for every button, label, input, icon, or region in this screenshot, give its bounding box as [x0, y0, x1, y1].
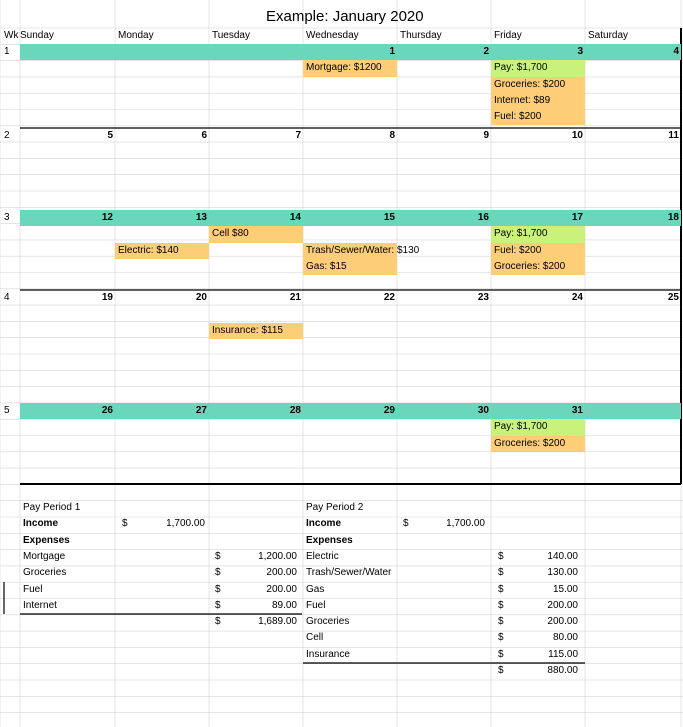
expenses-label: Expenses	[306, 534, 353, 546]
calendar-event: Gas: $15	[303, 259, 397, 275]
week-number: 4	[4, 292, 10, 303]
calendar-event: Electric: $140	[115, 243, 209, 259]
day-header-tuesday: Tuesday	[212, 30, 250, 41]
date-number: 21	[289, 292, 301, 303]
date-number: 28	[289, 405, 301, 416]
day-header-sunday: Sunday	[20, 30, 54, 41]
expense-name: Internet	[23, 599, 57, 611]
pay-period-label: Pay Period 2	[306, 502, 364, 513]
pay-period-label: Pay Period 1	[23, 502, 81, 513]
income-label: Income	[23, 518, 59, 530]
expense-amount: 200.00	[547, 599, 578, 611]
calendar-event: Insurance: $115	[209, 323, 303, 339]
expense-name: Gas	[306, 583, 325, 595]
week-number: 2	[4, 130, 10, 141]
day-header-friday: Friday	[494, 30, 522, 41]
date-number: 14	[289, 212, 301, 223]
expense-amount: 15.00	[552, 583, 578, 595]
expense-amount: 89.00	[271, 599, 297, 611]
expense-amount: 200.00	[266, 583, 297, 595]
currency-symbol: $	[215, 599, 221, 611]
week-number: 5	[4, 405, 10, 416]
date-number: 16	[477, 212, 489, 223]
date-number: 17	[571, 212, 583, 223]
expense-name: Mortgage	[23, 550, 66, 562]
week-column-header: Wk	[4, 30, 19, 41]
expense-amount: 130.00	[547, 567, 578, 579]
currency-symbol: $	[215, 567, 221, 579]
currency-symbol: $	[498, 665, 504, 676]
calendar-event: Cell $80	[209, 226, 303, 242]
calendar-event: Groceries: $200	[491, 77, 585, 93]
calendar-event: Fuel: $200	[491, 109, 585, 125]
expense-name: Fuel	[306, 599, 326, 611]
date-number: 13	[195, 212, 207, 223]
date-number: 24	[571, 292, 583, 303]
calendar-event: Pay: $1,700	[491, 226, 585, 242]
calendar-event: Groceries: $200	[491, 436, 585, 452]
calendar-event: Internet: $89	[491, 93, 585, 109]
currency-symbol: $	[215, 583, 221, 595]
expense-name: Groceries	[23, 567, 67, 579]
expense-name: Insurance	[306, 648, 350, 660]
sheet-title: Example: January 2020	[266, 8, 424, 25]
calendar-event: Fuel: $200	[491, 243, 585, 259]
currency-symbol: $	[498, 550, 504, 562]
date-number: 8	[389, 130, 395, 141]
calendar-event: Groceries: $200	[491, 259, 585, 275]
expense-amount: 115.00	[548, 648, 578, 660]
date-number: 4	[673, 46, 679, 57]
date-number: 20	[195, 292, 207, 303]
date-number: 29	[383, 405, 395, 416]
calendar-event: Pay: $1,700	[491, 419, 585, 435]
date-number: 11	[668, 130, 679, 141]
currency-symbol: $	[498, 632, 504, 644]
currency-symbol: $	[122, 518, 128, 530]
expense-amount: 1,689.00	[258, 616, 297, 628]
expense-name: Groceries	[306, 616, 350, 628]
expense-amount: 200.00	[266, 567, 297, 579]
date-number: 1	[389, 46, 395, 57]
expenses-label: Expenses	[23, 534, 70, 546]
expense-amount: 1,200.00	[258, 550, 297, 562]
date-number: 7	[295, 130, 301, 141]
date-number: 2	[483, 46, 489, 57]
date-number: 6	[201, 130, 207, 141]
day-header-monday: Monday	[118, 30, 154, 41]
expense-amount: 80.00	[552, 632, 578, 644]
currency-symbol: $	[403, 518, 409, 530]
currency-symbol: $	[215, 550, 221, 562]
currency-symbol: $	[215, 616, 221, 628]
date-number: 27	[195, 405, 207, 416]
expense-amount: 880.00	[547, 665, 578, 676]
income-label: Income	[306, 518, 342, 530]
expense-amount: 140.00	[547, 550, 578, 562]
income-amount: 1,700.00	[446, 518, 485, 530]
expense-name: Cell	[306, 632, 324, 644]
date-number: 30	[477, 405, 489, 416]
income-amount: 1,700.00	[166, 518, 205, 530]
calendar-event: Mortgage: $1200	[303, 60, 397, 76]
currency-symbol: $	[498, 616, 504, 628]
date-number: 12	[101, 212, 113, 223]
date-number: 23	[477, 292, 489, 303]
expense-name: Fuel	[23, 583, 43, 595]
currency-symbol: $	[498, 648, 504, 660]
date-number: 9	[483, 130, 489, 141]
date-number: 5	[107, 130, 113, 141]
date-number: 25	[667, 292, 679, 303]
expense-name: Trash/Sewer/Water	[306, 567, 392, 579]
calendar-event: Pay: $1,700	[491, 60, 585, 76]
currency-symbol: $	[498, 567, 504, 579]
day-header-wednesday: Wednesday	[306, 30, 359, 41]
week-number: 3	[4, 212, 10, 223]
date-number: 10	[571, 130, 583, 141]
date-number: 3	[577, 46, 583, 57]
date-number: 19	[101, 292, 113, 303]
day-header-thursday: Thursday	[400, 30, 442, 41]
expense-name: Electric	[306, 550, 339, 562]
date-number: 31	[571, 405, 583, 416]
day-header-saturday: Saturday	[588, 30, 629, 41]
week-number: 1	[4, 46, 10, 57]
date-number: 26	[101, 405, 113, 416]
date-number: 18	[667, 212, 679, 223]
expense-amount: 200.00	[547, 616, 578, 628]
calendar-event: Trash/Sewer/Water: $130	[303, 243, 397, 259]
currency-symbol: $	[498, 599, 504, 611]
date-number: 15	[383, 212, 395, 223]
date-number: 22	[383, 292, 395, 303]
currency-symbol: $	[498, 583, 504, 595]
